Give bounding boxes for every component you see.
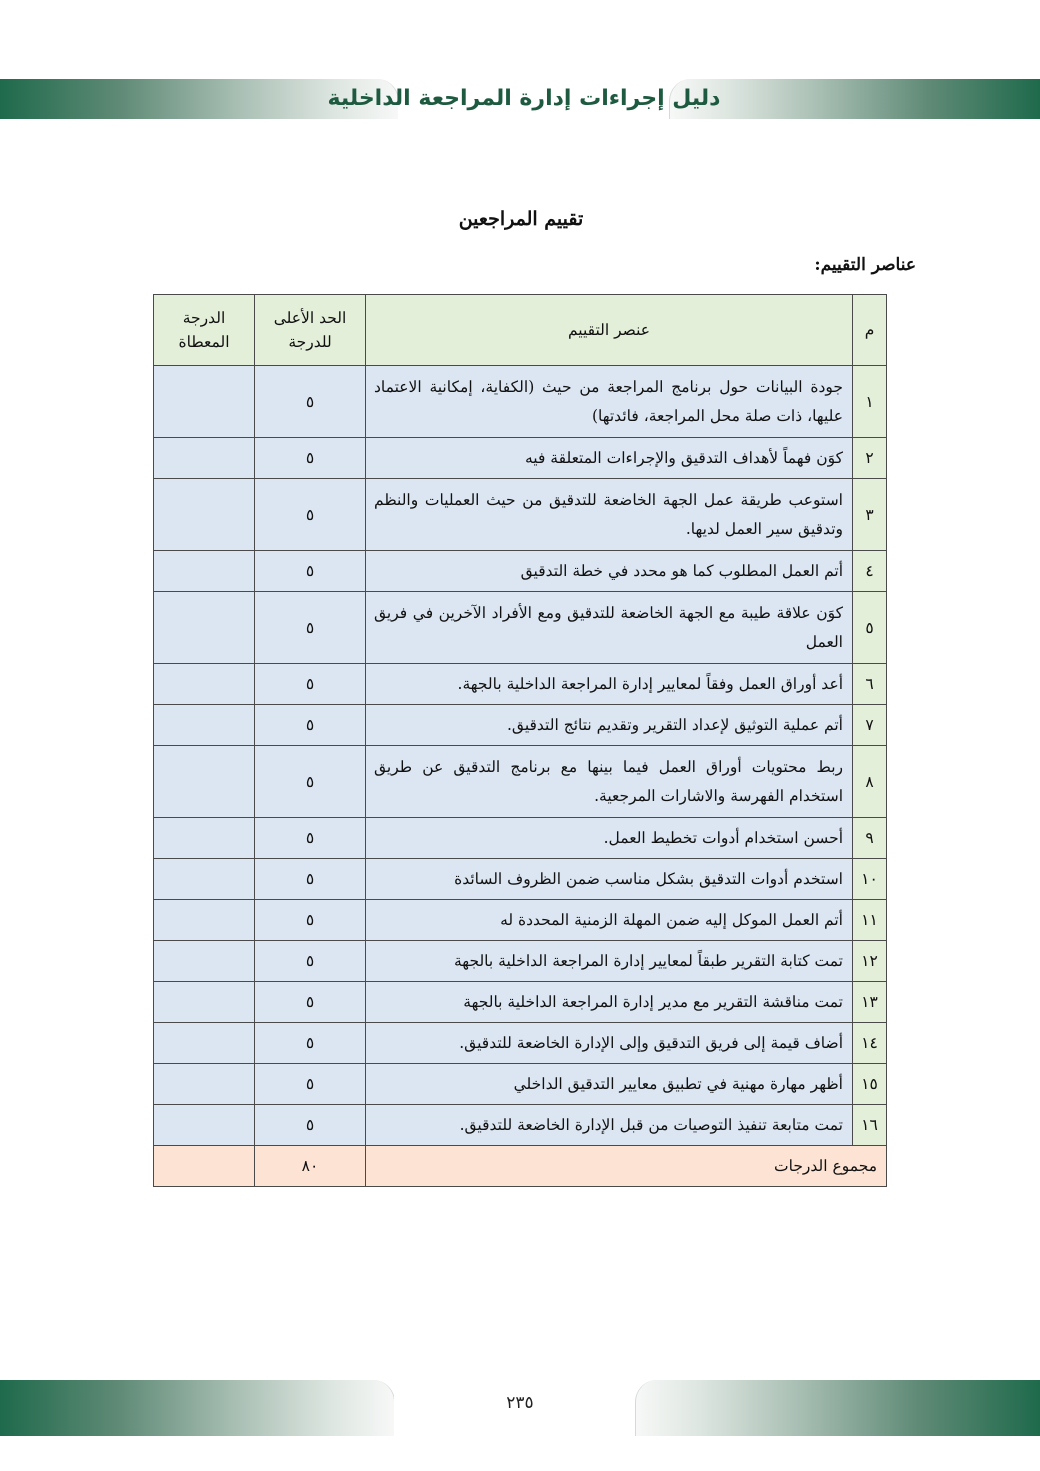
row-number-cell: ١٥ <box>853 1064 887 1105</box>
evaluation-item-cell: استخدم أدوات التدقيق بشكل مناسب ضمن الظروف السائدة <box>366 859 853 900</box>
row-number-cell: ١ <box>853 366 887 438</box>
given-score-cell[interactable] <box>154 1023 255 1064</box>
row-number-cell: ١١ <box>853 900 887 941</box>
evaluation-item-cell: أعد أوراق العمل وفقاً لمعايير إدارة المراجعة الداخلية بالجهة. <box>366 664 853 705</box>
evaluation-item-cell: جودة البيانات حول برنامج المراجعة من حيث (الكفاية، إمكانية الاعتماد عليها، ذات صلة محل المراجعة، فائدتها) <box>366 366 853 438</box>
evaluation-item-cell: تمت كتابة التقرير طبقاً لمعايير إدارة المراجعة الداخلية بالجهة <box>366 941 853 982</box>
row-number-cell: ٢ <box>853 438 887 479</box>
column-header-item: عنصر التقييم <box>366 295 853 366</box>
total-row <box>154 1146 887 1187</box>
given-score-cell[interactable] <box>154 366 255 438</box>
table-row <box>154 592 887 664</box>
given-score-cell[interactable] <box>154 551 255 592</box>
max-score-cell: ٥ <box>255 859 366 900</box>
table-body <box>154 366 887 1187</box>
max-score-cell: ٥ <box>255 982 366 1023</box>
evaluation-item-cell: أظهر مهارة مهنية في تطبيق معايير التدقيق الداخلي <box>366 1064 853 1105</box>
row-number-cell: ٤ <box>853 551 887 592</box>
given-score-cell[interactable] <box>154 746 255 818</box>
max-score-cell: ٥ <box>255 1105 366 1146</box>
row-number-cell: ٨ <box>853 746 887 818</box>
given-score-cell[interactable] <box>154 982 255 1023</box>
max-score-cell: ٥ <box>255 592 366 664</box>
given-score-cell[interactable] <box>154 941 255 982</box>
max-score-cell: ٥ <box>255 1023 366 1064</box>
given-score-cell[interactable] <box>154 592 255 664</box>
table-row <box>154 900 887 941</box>
given-score-cell[interactable] <box>154 900 255 941</box>
row-number-cell: ٩ <box>853 818 887 859</box>
max-score-cell: ٥ <box>255 705 366 746</box>
max-score-cell: ٥ <box>255 664 366 705</box>
max-score-cell: ٥ <box>255 746 366 818</box>
table-row <box>154 1064 887 1105</box>
max-score-cell: ٥ <box>255 551 366 592</box>
given-score-cell[interactable] <box>154 664 255 705</box>
max-score-cell: ٥ <box>255 941 366 982</box>
table-row <box>154 479 887 551</box>
evaluation-item-cell: أضاف قيمة إلى فريق التدقيق وإلى الإدارة الخاضعة للتدقيق. <box>366 1023 853 1064</box>
table-row <box>154 746 887 818</box>
table-row <box>154 366 887 438</box>
table-row <box>154 551 887 592</box>
table-row <box>154 859 887 900</box>
max-score-cell: ٥ <box>255 479 366 551</box>
row-number-cell: ٧ <box>853 705 887 746</box>
column-header-number: م <box>853 295 887 366</box>
row-number-cell: ١٣ <box>853 982 887 1023</box>
page-title: تقييم المراجعين <box>458 208 584 230</box>
row-number-cell: ٥ <box>853 592 887 664</box>
table-row <box>154 941 887 982</box>
table-row <box>154 1023 887 1064</box>
evaluation-item-cell: تمت متابعة تنفيذ التوصيات من قبل الإدارة الخاضعة للتدقيق. <box>366 1105 853 1146</box>
row-number-cell: ٣ <box>853 479 887 551</box>
table-header-row <box>154 295 887 366</box>
row-number-cell: ١٦ <box>853 1105 887 1146</box>
evaluation-item-cell: ربط محتويات أوراق العمل فيما بينها مع برنامج التدقيق عن طريق استخدام الفهرسة والاشارات المرجعية. <box>366 746 853 818</box>
max-score-cell: ٥ <box>255 438 366 479</box>
given-score-cell[interactable] <box>154 438 255 479</box>
column-header-given-score: الدرجة المعطاة <box>154 295 255 366</box>
max-score-cell: ٥ <box>255 818 366 859</box>
evaluation-item-cell: كوَن فهماً لأهداف التدقيق والإجراءات المتعلقة فيه <box>366 438 853 479</box>
table-row <box>154 705 887 746</box>
total-given-score[interactable] <box>154 1146 255 1187</box>
table-row <box>154 438 887 479</box>
evaluation-item-cell: كوَن علاقة طيبة مع الجهة الخاضعة للتدقيق ومع الأفراد الآخرين في فريق العمل <box>366 592 853 664</box>
section-label: عناصر التقييم: <box>814 255 916 275</box>
evaluation-item-cell: أتم العمل الموكل إليه ضمن المهلة الزمنية المحددة له <box>366 900 853 941</box>
given-score-cell[interactable] <box>154 705 255 746</box>
row-number-cell: ١٤ <box>853 1023 887 1064</box>
given-score-cell[interactable] <box>154 859 255 900</box>
page-number: ٢٣٥ <box>506 1393 534 1413</box>
max-score-cell: ٥ <box>255 366 366 438</box>
evaluation-item-cell: أحسن استخدام أدوات تخطيط العمل. <box>366 818 853 859</box>
given-score-cell[interactable] <box>154 818 255 859</box>
evaluation-item-cell: تمت مناقشة التقرير مع مدير إدارة المراجعة الداخلية بالجهة <box>366 982 853 1023</box>
column-header-max-score: الحد الأعلى للدرجة <box>255 295 366 366</box>
row-number-cell: ٦ <box>853 664 887 705</box>
max-score-cell: ٥ <box>255 900 366 941</box>
given-score-cell[interactable] <box>154 1064 255 1105</box>
row-number-cell: ١٢ <box>853 941 887 982</box>
row-number-cell: ١٠ <box>853 859 887 900</box>
document-header-title: دليل إجراءات إدارة المراجعة الداخلية <box>327 86 721 111</box>
total-max-score: ٨٠ <box>255 1146 366 1187</box>
table-row <box>154 664 887 705</box>
given-score-cell[interactable] <box>154 1105 255 1146</box>
table-row <box>154 818 887 859</box>
total-label: مجموع الدرجات <box>366 1146 887 1187</box>
table-row <box>154 982 887 1023</box>
max-score-cell: ٥ <box>255 1064 366 1105</box>
evaluation-table <box>153 294 887 1187</box>
table-row <box>154 1105 887 1146</box>
evaluation-item-cell: استوعب طريقة عمل الجهة الخاضعة للتدقيق من حيث العمليات والنظم وتدقيق سير العمل لديها. <box>366 479 853 551</box>
given-score-cell[interactable] <box>154 479 255 551</box>
evaluation-item-cell: أتم العمل المطلوب كما هو محدد في خطة التدقيق <box>366 551 853 592</box>
evaluation-item-cell: أتم عملية التوثيق لإعداد التقرير وتقديم نتائج التدقيق. <box>366 705 853 746</box>
